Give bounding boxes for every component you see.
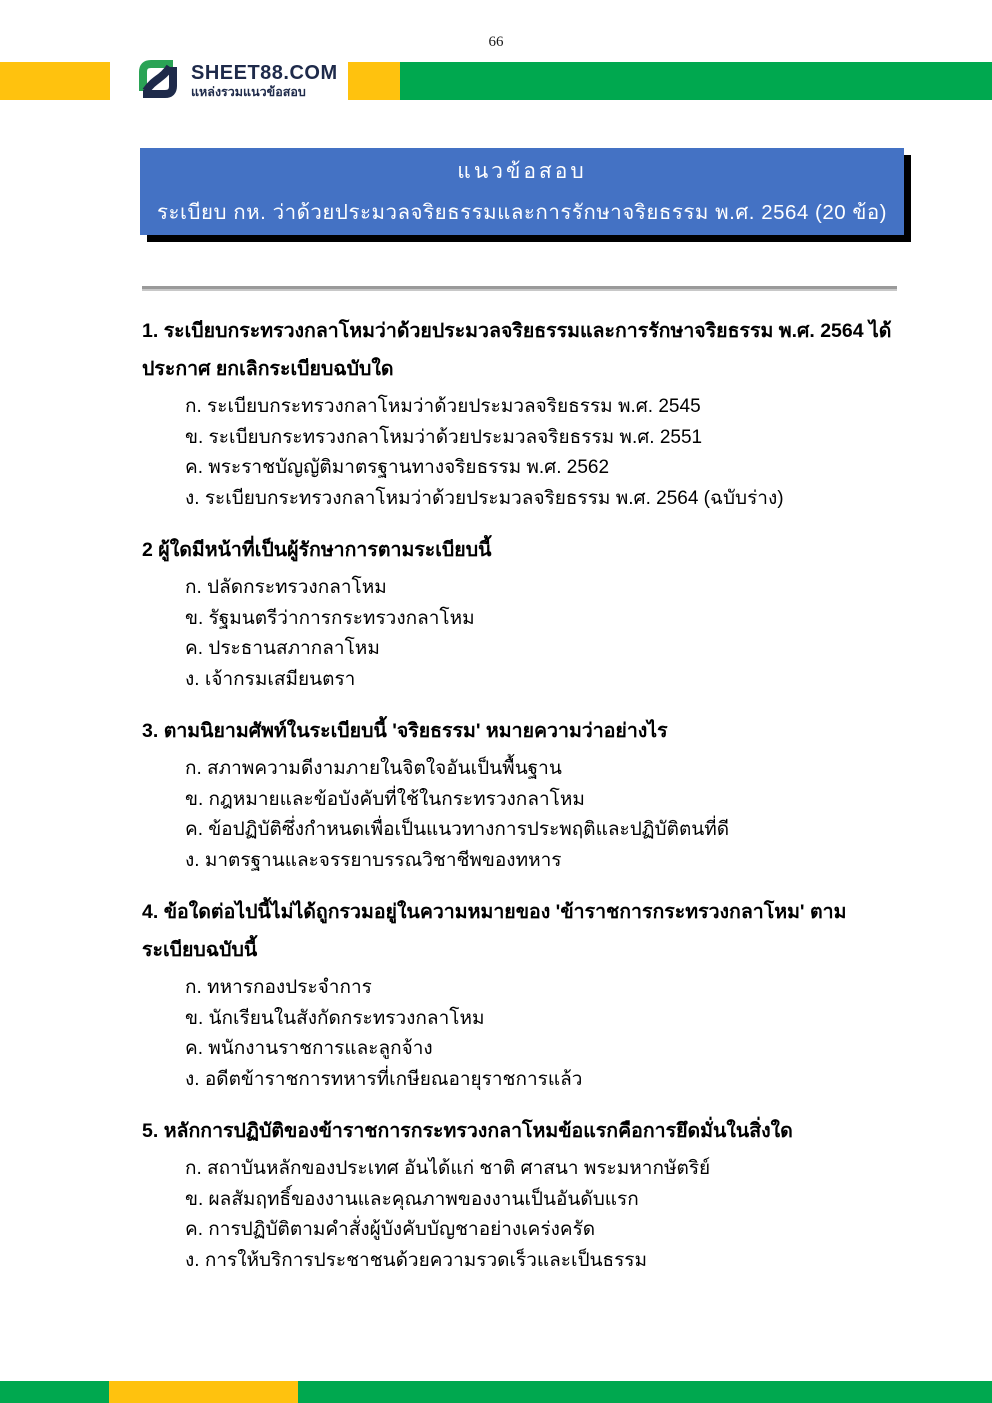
question-number: 5. <box>142 1120 159 1142</box>
choice-list <box>142 754 908 876</box>
question-number: 4. <box>142 901 159 923</box>
choice: ง. เจ้ากรมเสมียนตรา <box>185 668 356 690</box>
choice-list <box>142 973 908 1095</box>
choice: ข. รัฐมนตรีว่าการกระทรวงกลาโหม <box>185 607 475 629</box>
choice: ค. ประธานสภากลาโหม <box>185 638 380 659</box>
choice: ค. ข้อปฏิบัติซึ่งกำหนดเพื่อเป็นแนวทางการประพฤติและปฏิบัติตนที่ดี <box>185 819 730 840</box>
header-bar-yellow-left <box>0 62 110 100</box>
choice: ข. ผลสัมฤทธิ์ของงานและคุณภาพของงานเป็นอันดับแรก <box>185 1188 639 1210</box>
exam-title-banner <box>140 148 904 235</box>
header-bar-green <box>400 62 992 100</box>
question-heading <box>142 312 908 388</box>
question-number: 1. <box>142 320 159 342</box>
section-divider <box>142 286 897 291</box>
question-block <box>142 1112 908 1276</box>
s-monogram-icon <box>134 55 182 108</box>
questions <box>142 312 908 1293</box>
choice: ก. ปลัดกระทรวงกลาโหม <box>185 577 387 598</box>
question-block <box>142 893 908 1095</box>
choice-list <box>142 392 908 514</box>
question-text: ข้อใดต่อไปนี้ไม่ได้ถูกรวมอยู่ในความหมายของ 'ข้าราชการกระทรวงกลาโหม' ตามระเบียบฉบับนี้ <box>142 901 847 961</box>
question-block <box>142 312 908 514</box>
choice: ค. การปฏิบัติตามคำสั่งผู้บังคับบัญชาอย่างเคร่งครัด <box>185 1219 596 1240</box>
question-heading <box>142 712 908 750</box>
choice: ข. กฎหมายและข้อบังคับที่ใช้ในกระทรวงกลาโหม <box>185 788 585 810</box>
question-text: ระเบียบกระทรวงกลาโหมว่าด้วยประมวลจริยธรรมและการรักษาจริยธรรม พ.ศ. 2564 ได้ประกาศ ยกเลิกระเบียบฉบับใด <box>142 320 892 380</box>
banner-title: แนวข้อสอบ <box>457 159 587 183</box>
brand-tagline: แหล่งรวมแนวข้อสอบ <box>191 85 306 100</box>
choice: ข. ระเบียบกระทรวงกลาโหมว่าด้วยประมวลจริยธรรม พ.ศ. 2551 <box>185 426 703 448</box>
choice: ก. สถาบันหลักของประเทศ อันได้แก่ ชาติ ศาสนา พระมหากษัตริย์ <box>185 1158 711 1179</box>
choice-list <box>142 1154 908 1276</box>
page-number: 66 <box>488 34 504 50</box>
choice: ก. สภาพความดีงามภายในจิตใจอันเป็นพื้นฐาน <box>185 758 562 779</box>
question-text: ตามนิยามศัพท์ในระเบียบนี้ 'จริยธรรม' หมายความว่าอย่างไร <box>163 720 668 742</box>
footer-bar-green-right <box>298 1381 992 1403</box>
question-heading <box>142 893 908 969</box>
question-heading <box>142 531 908 569</box>
brand-logo <box>132 53 348 110</box>
choice: ค. พนักงานราชการและลูกจ้าง <box>185 1038 433 1059</box>
question-heading <box>142 1112 908 1150</box>
choice-list <box>142 573 908 695</box>
choice: ค. พระราชบัญญัติมาตรฐานทางจริยธรรม พ.ศ. 2562 <box>185 457 610 478</box>
question-text: ผู้ใดมีหน้าที่เป็นผู้รักษาการตามระเบียบนี้ <box>158 539 492 561</box>
choice: ข. นักเรียนในสังกัดกระทรวงกลาโหม <box>185 1007 485 1029</box>
question-number: 3. <box>142 720 159 742</box>
choice: ง. การให้บริการประชาชนด้วยความรวดเร็วและเป็นธรรม <box>185 1249 648 1271</box>
choice: ง. ระเบียบกระทรวงกลาโหมว่าด้วยประมวลจริยธรรม พ.ศ. 2564 (ฉบับร่าง) <box>185 487 784 509</box>
brand-name: SHEET88.COM <box>191 62 338 85</box>
footer-bar-yellow <box>109 1381 298 1403</box>
choice: ง. มาตรฐานและจรรยาบรรณวิชาชีพของทหาร <box>185 849 562 871</box>
question-text: หลักการปฏิบัติของข้าราชการกระทรวงกลาโหมข้อแรกคือการยึดมั่นในสิ่งใด <box>163 1120 793 1142</box>
footer-bar-green-left <box>0 1381 109 1403</box>
banner-subtitle: ระเบียบ กห. ว่าด้วยประมวลจริยธรรมและการรักษาจริยธรรม พ.ศ. 2564 (20 ข้อ) <box>157 200 887 224</box>
choice: ก. ระเบียบกระทรวงกลาโหมว่าด้วยประมวลจริยธรรม พ.ศ. 2545 <box>185 396 701 417</box>
question-number: 2 <box>142 539 153 561</box>
choice: ก. ทหารกองประจำการ <box>185 977 372 998</box>
brand-text <box>191 63 338 99</box>
question-block <box>142 712 908 876</box>
question-block <box>142 531 908 695</box>
choice: ง. อดีตข้าราชการทหารที่เกษียณอายุราชการแล้ว <box>185 1068 583 1090</box>
